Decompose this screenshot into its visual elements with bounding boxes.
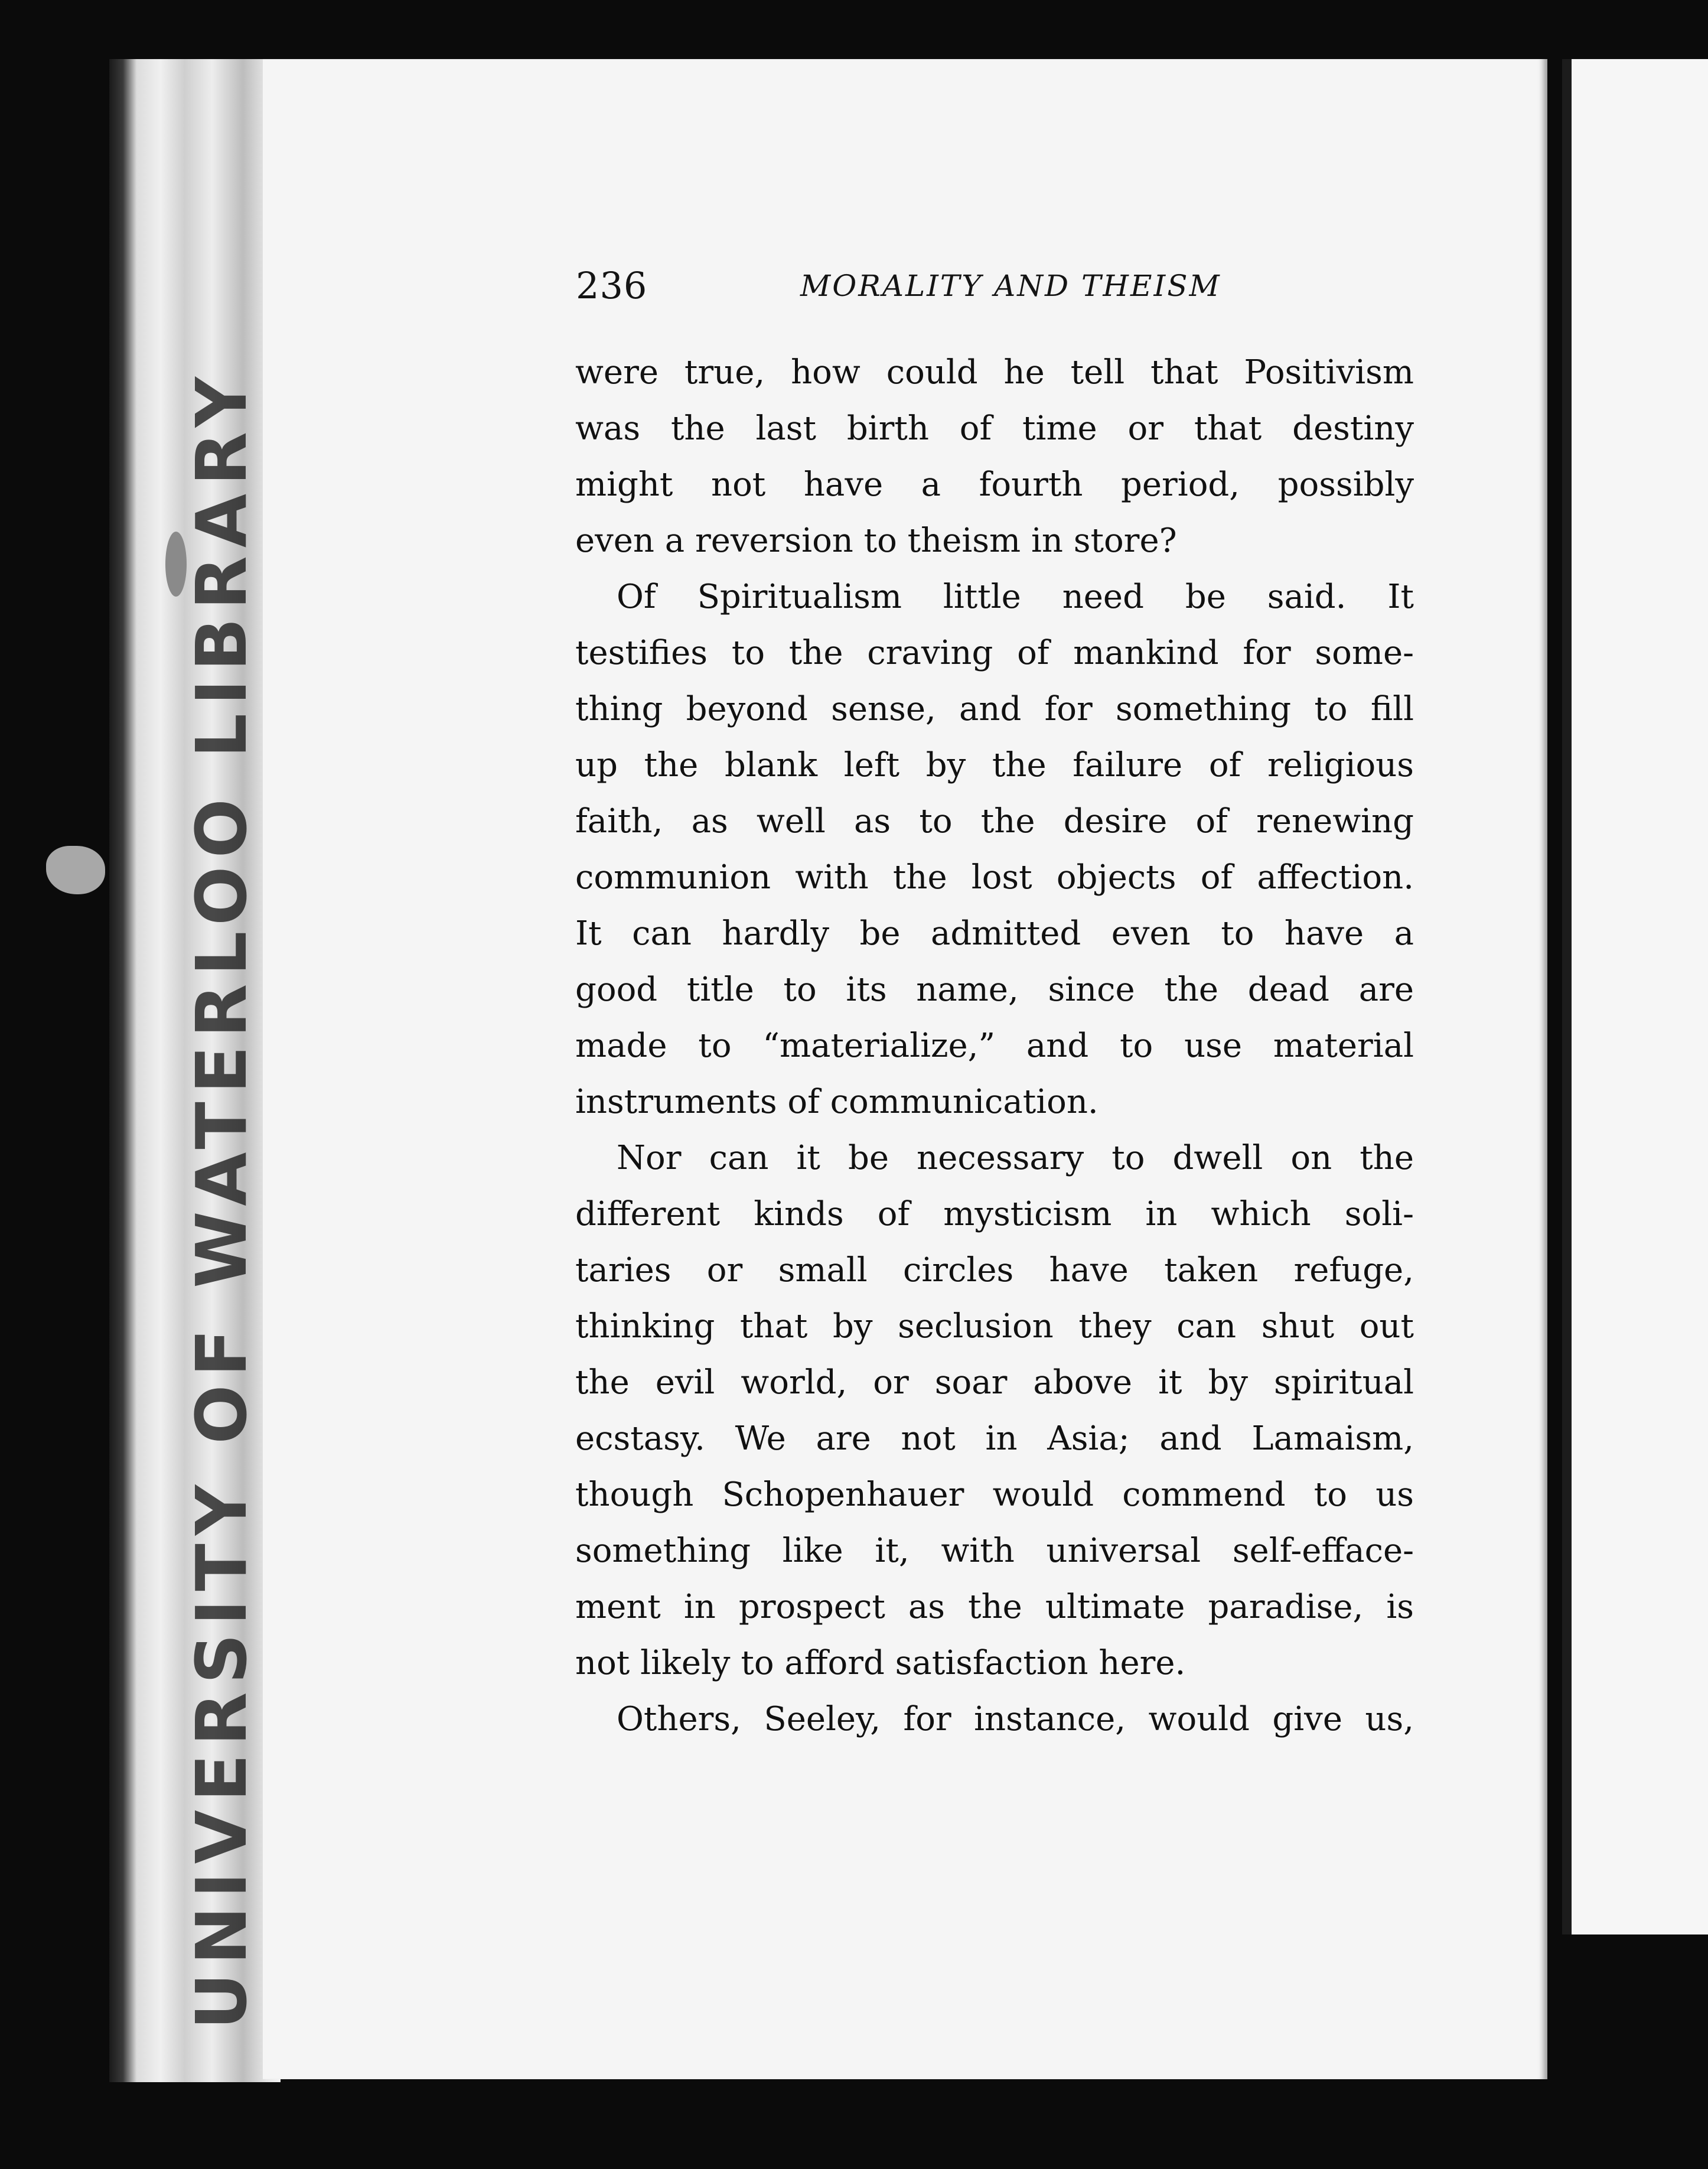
library-edge-stamp bbox=[177, 369, 266, 2030]
text-line: ment in prospect as the ultimate paradise, is bbox=[575, 1588, 1414, 1626]
text-line: something like it, with universal self-efface- bbox=[575, 1532, 1414, 1570]
text-line: good title to its name, since the dead are bbox=[575, 970, 1414, 1009]
text-line: was the last birth of time or that destiny bbox=[575, 409, 1414, 448]
text-line: even a reversion to theism in store? bbox=[575, 522, 1177, 560]
text-line: the evil world, or soar above it by spiritual bbox=[575, 1363, 1414, 1402]
body-text bbox=[575, 344, 1414, 1747]
library-stamp-text: UNIVERSITY OF WATERLOO LIBRARY bbox=[181, 369, 263, 2030]
scan-blemish bbox=[46, 846, 105, 894]
text-line: Others, Seeley, for instance, would give us, bbox=[617, 1700, 1414, 1738]
text-line: might not have a fourth period, possibly bbox=[575, 465, 1414, 504]
text-line: thing beyond sense, and for something to fill bbox=[575, 690, 1414, 728]
text-line: testifies to the craving of mankind for some- bbox=[575, 634, 1414, 672]
text-line: instruments of communication. bbox=[575, 1083, 1099, 1121]
text-line: ecstasy. We are not in Asia; and Lamaism, bbox=[575, 1419, 1414, 1458]
text-line: faith, as well as to the desire of renewing bbox=[575, 802, 1414, 841]
text-line: taries or small circles have taken refuge, bbox=[575, 1251, 1414, 1289]
text-line: Of Spiritualism little need be said. It bbox=[617, 578, 1414, 616]
text-line: thinking that by seclusion they can shut out bbox=[575, 1307, 1414, 1346]
running-head: MORALITY AND THEISM bbox=[800, 269, 1221, 303]
text-line: Nor can it be necessary to dwell on the bbox=[617, 1139, 1414, 1177]
text-line: not likely to afford satisfaction here. bbox=[575, 1644, 1186, 1682]
text-line: made to “materialize,” and to use material bbox=[575, 1027, 1414, 1065]
text-line: though Schopenhauer would commend to us bbox=[575, 1476, 1414, 1514]
text-line: up the blank left by the failure of religious bbox=[575, 746, 1414, 784]
text-line: different kinds of mysticism in which soli- bbox=[575, 1195, 1414, 1233]
text-line: It can hardly be admitted even to have a bbox=[575, 914, 1414, 953]
text-line: were true, how could he tell that Positivism bbox=[575, 353, 1414, 392]
facing-page-edge bbox=[1562, 59, 1708, 1934]
text-line: communion with the lost objects of affection. bbox=[575, 858, 1414, 897]
page-number: 236 bbox=[576, 264, 648, 307]
